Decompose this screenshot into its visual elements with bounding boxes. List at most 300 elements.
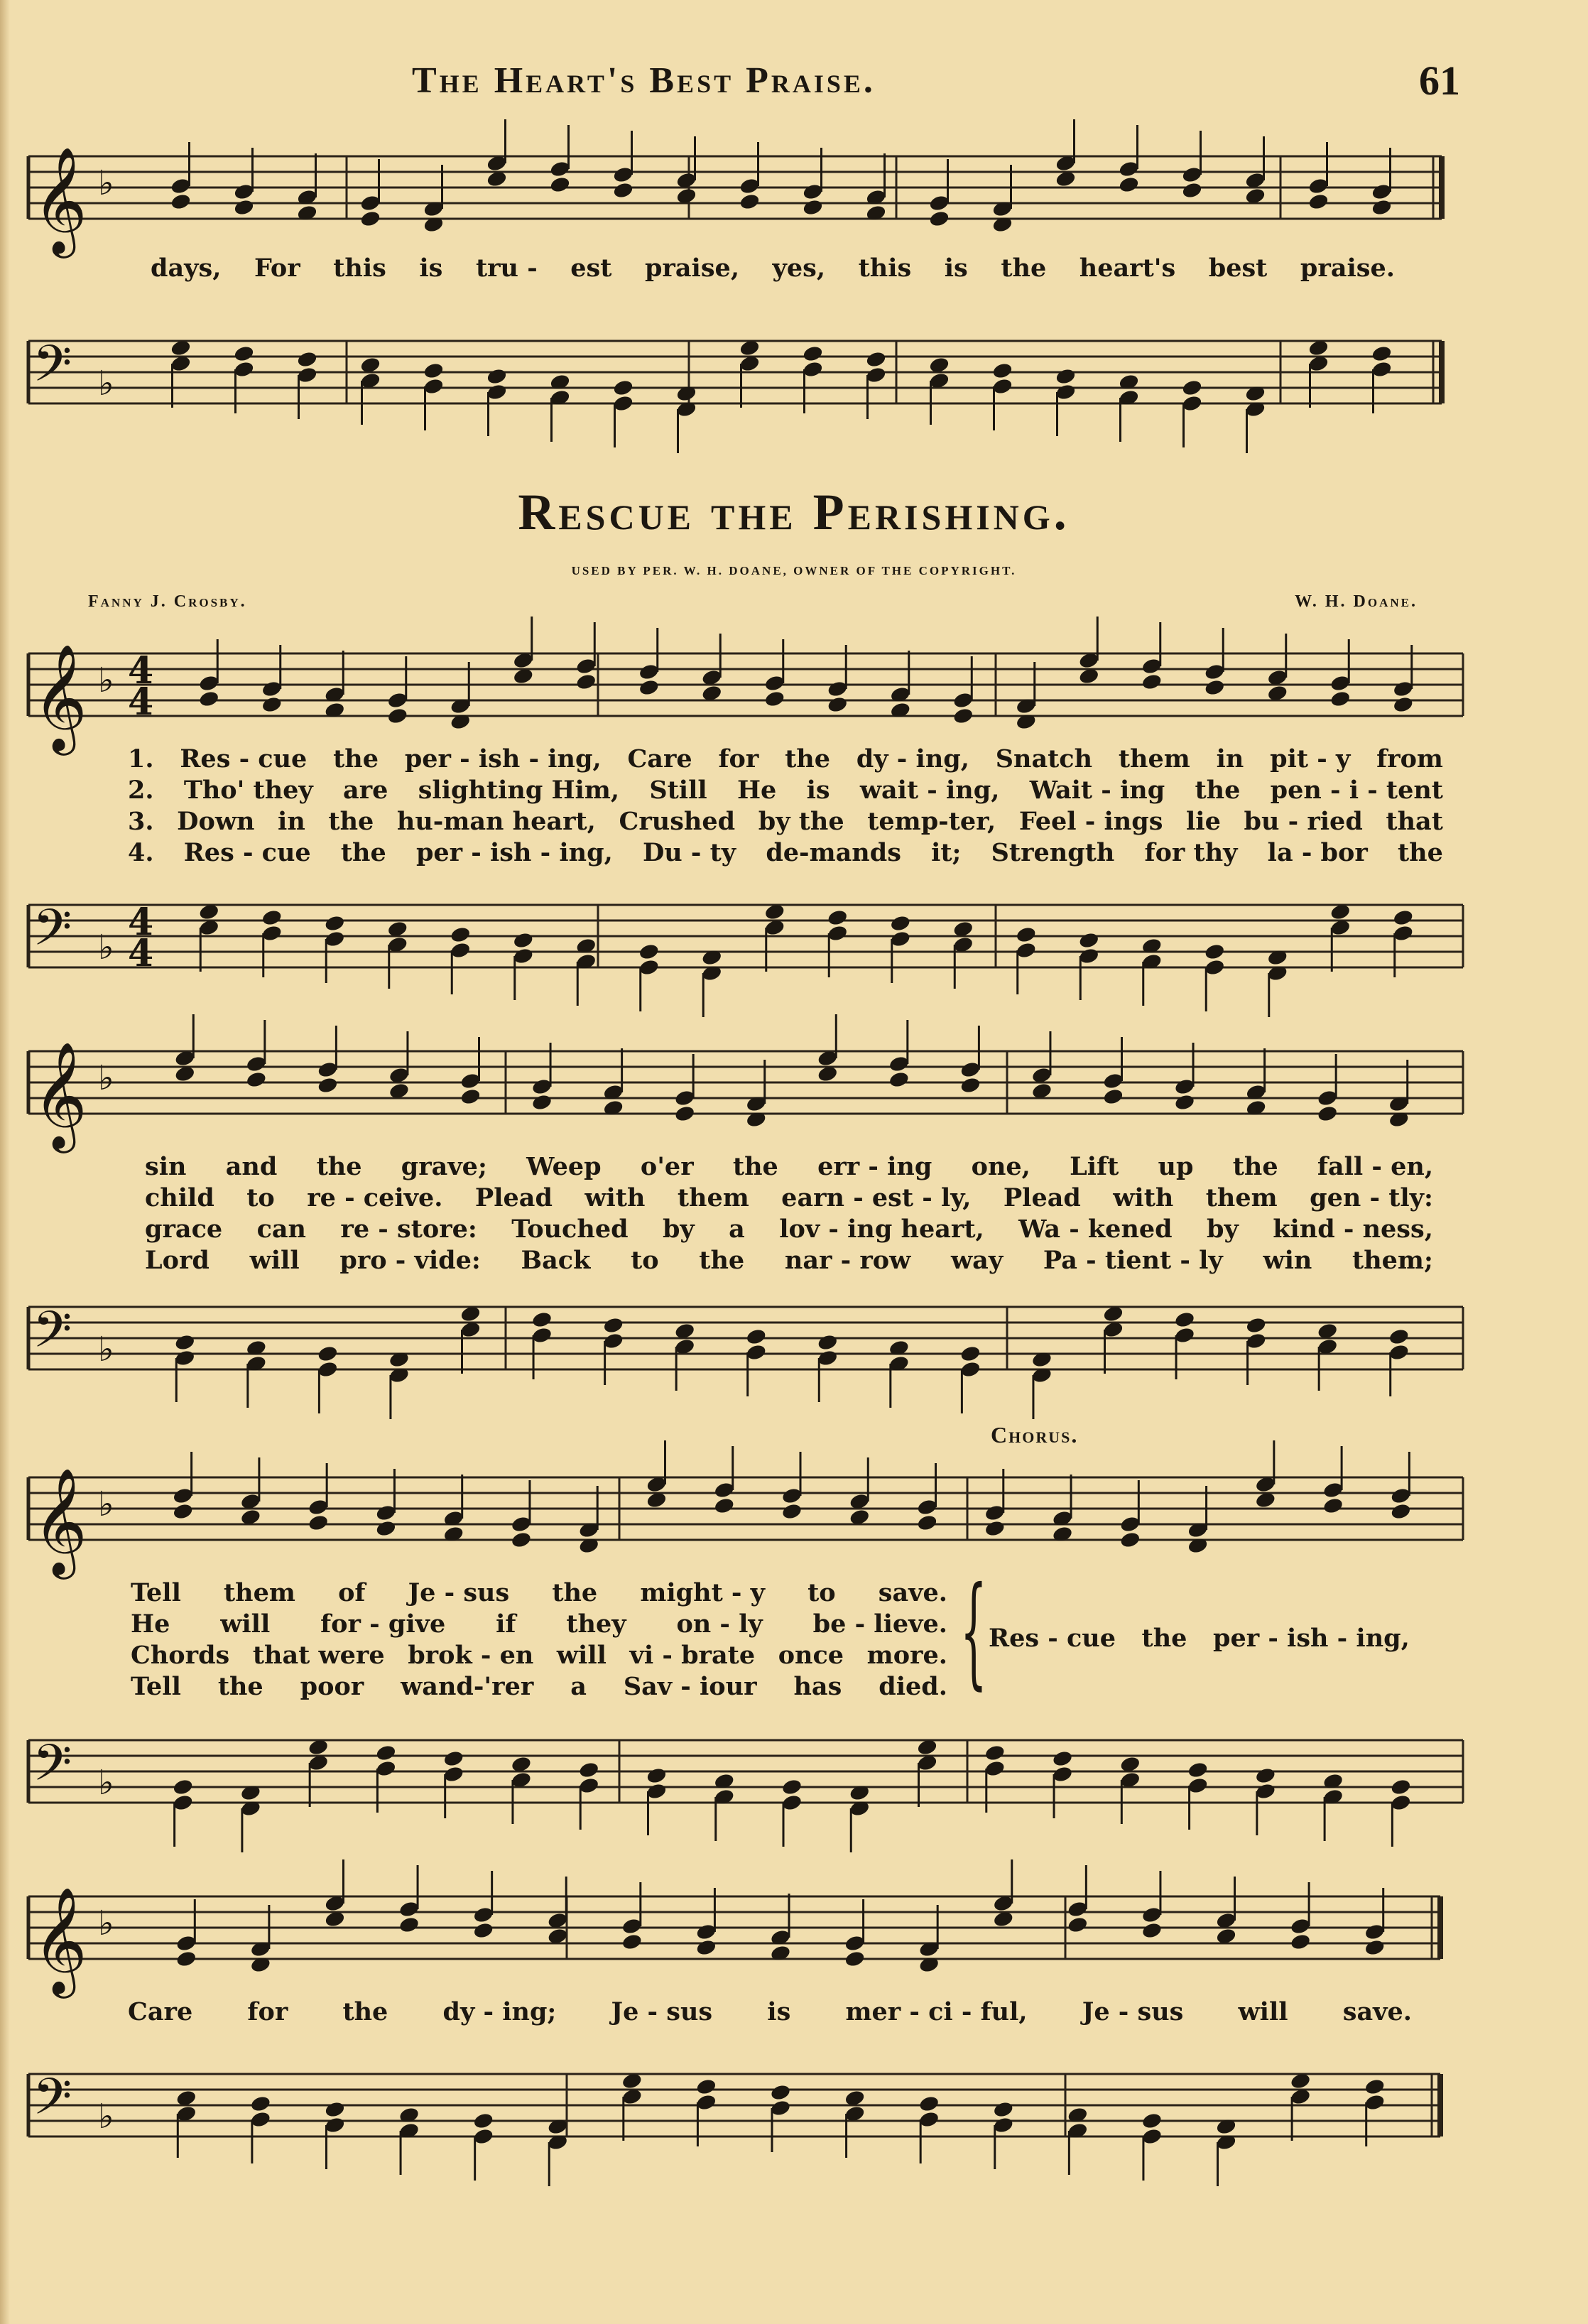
lyric-syllable: is	[806, 776, 830, 805]
lyric-syllable: the	[552, 1578, 598, 1607]
lyric-syllable: He	[736, 776, 777, 805]
system-3-treble-staff	[0, 1449, 1588, 1575]
lyric-syllable: once	[778, 1641, 844, 1670]
lyric-syllable: mer - ci - ful,	[845, 1997, 1028, 2026]
note-chord	[959, 1345, 981, 1413]
lyric-syllable: dy - ing;	[442, 1997, 557, 2026]
page-header	[0, 60, 1588, 109]
treble-clef-icon: 𝄞	[33, 1886, 87, 1994]
note-chord	[1388, 1327, 1410, 1396]
lyric-syllable: the	[1397, 838, 1443, 867]
lyric-syllable: Je - sus	[408, 1578, 510, 1607]
note-chord	[1141, 1871, 1163, 1940]
note-chord	[1181, 131, 1203, 200]
note-chord	[1307, 339, 1329, 408]
note-chord	[621, 2072, 643, 2141]
system-3-verse-2	[131, 1609, 947, 1639]
note-chord	[398, 1865, 420, 1934]
lyric-syllable: bu - ried	[1244, 807, 1363, 836]
note-chord	[423, 362, 445, 430]
key-signature-flat-icon: ♭	[98, 1763, 114, 1803]
lyric-syllable: died.	[879, 1672, 947, 1701]
note-chord	[1118, 373, 1140, 442]
lyric-syllable: from	[1376, 744, 1443, 773]
lyric-syllable: Chords	[131, 1641, 230, 1670]
note-chord	[646, 1440, 668, 1509]
note-chord	[1078, 931, 1100, 1000]
time-signature-bottom: 4	[128, 932, 154, 975]
note-chord	[1215, 1877, 1237, 1945]
note-chord	[386, 656, 408, 725]
lyric-syllable: the	[699, 1246, 745, 1275]
lyric-syllable: for thy	[1144, 838, 1238, 867]
note-chord	[511, 1480, 533, 1549]
note-chord	[511, 1755, 533, 1824]
note-chord	[916, 1463, 938, 1532]
lyric-syllable: save.	[1342, 1997, 1412, 2026]
lyric-syllable: might - y	[640, 1578, 765, 1607]
note-chord	[781, 1778, 803, 1847]
lyric-syllable: Tho' they	[183, 776, 313, 805]
lyric-syllable: grave;	[401, 1152, 487, 1181]
lyric-syllable: this	[333, 254, 386, 283]
lyric-syllable: wait - ing,	[859, 776, 1000, 805]
lyric-syllable: will	[556, 1641, 607, 1670]
note-chord	[240, 1783, 262, 1852]
lyric-syllable: more.	[866, 1641, 947, 1670]
note-chord	[1067, 1865, 1089, 1934]
note-chord	[1390, 1778, 1412, 1847]
verse-number: 1.	[128, 744, 154, 773]
note-chord	[174, 1333, 196, 1402]
verse-number: 2.	[128, 776, 154, 805]
lyric-syllable: Down	[177, 807, 255, 836]
running-title: The Heart's Best Praise.	[412, 60, 876, 101]
lyric-syllable: Wa - kened	[1018, 1215, 1173, 1244]
note-chord	[388, 1350, 410, 1419]
note-chord	[1322, 1446, 1344, 1515]
lyric-syllable: the	[785, 744, 831, 773]
note-chord	[1031, 1031, 1053, 1100]
verse-number: 4.	[128, 838, 154, 867]
note-chord	[1392, 645, 1414, 714]
lyric-syllable: for	[718, 744, 759, 773]
hymn-title: Rescue the Perishing.	[518, 484, 1070, 541]
lyric-syllable: Still	[649, 776, 707, 805]
lyric-syllable: Du - ty	[642, 838, 736, 867]
lyric-syllable: the	[333, 744, 379, 773]
lyric-syllable: lov - ing heart,	[779, 1215, 984, 1244]
note-chord	[817, 1014, 839, 1083]
note-chord	[1067, 2106, 1089, 2175]
note-chord	[1266, 634, 1288, 702]
fragment-bass-staff	[0, 313, 1588, 426]
note-chord	[450, 925, 472, 994]
bass-clef-icon: 𝄢	[33, 2068, 72, 2139]
note-chord	[674, 1322, 696, 1391]
lyric-syllable: for	[247, 1997, 288, 2026]
note-chord	[916, 1738, 938, 1807]
lyric-syllable: nar - row	[784, 1246, 911, 1275]
note-chord	[1102, 1305, 1124, 1374]
note-chord	[889, 914, 911, 983]
note-chord	[1364, 1888, 1386, 1957]
note-chord	[512, 931, 534, 1000]
lyric-syllable: Back	[521, 1246, 591, 1275]
note-chord	[1371, 148, 1393, 217]
note-chord	[359, 159, 381, 228]
lyric-syllable: them	[1205, 1183, 1278, 1212]
lyric-syllable: pit - y	[1270, 744, 1351, 773]
lyric-syllable: Touched	[511, 1215, 629, 1244]
lyric-syllable: dy - ing,	[856, 744, 969, 773]
lyric-syllable: kind - ness,	[1273, 1215, 1433, 1244]
lyric-syllable: that were	[252, 1641, 385, 1670]
lyric-syllable: err - ing	[817, 1152, 932, 1181]
lyric-syllable: one,	[971, 1152, 1030, 1181]
note-chord	[1141, 2112, 1163, 2181]
note-chord	[1317, 1054, 1339, 1123]
lyric-syllable: the	[1195, 776, 1241, 805]
lyric-syllable: the	[328, 807, 374, 836]
lyric-syllable: up	[1158, 1152, 1194, 1181]
note-chord	[1244, 136, 1266, 205]
key-signature-flat-icon: ♭	[98, 1904, 114, 1943]
note-chord	[888, 1339, 910, 1408]
system-2-verse-3	[145, 1215, 1433, 1244]
note-chord	[172, 1452, 194, 1521]
lyric-syllable: fall - en,	[1317, 1152, 1433, 1181]
note-chord	[512, 617, 534, 685]
note-chord	[423, 165, 445, 234]
key-signature-flat-icon: ♭	[98, 1330, 114, 1369]
note-chord	[675, 136, 697, 205]
note-chord	[398, 2106, 420, 2175]
note-chord	[991, 165, 1013, 234]
lyric-syllable: pen - i - tent	[1270, 776, 1443, 805]
time-signature-bottom: 4	[128, 680, 154, 724]
lyric-syllable: to	[807, 1578, 836, 1607]
note-chord	[991, 362, 1013, 430]
lyric-syllable: Je - sus	[611, 1997, 713, 2026]
system-2-verse-4	[145, 1246, 1433, 1275]
lyric-syllable: lie	[1186, 807, 1221, 836]
lyric-syllable: is	[767, 1997, 791, 2026]
note-chord	[198, 903, 220, 972]
note-chord	[675, 384, 697, 453]
key-signature-flat-icon: ♭	[98, 928, 114, 967]
lyric-syllable: Tell	[131, 1578, 181, 1607]
lyric-syllable: them	[677, 1183, 749, 1212]
note-chord	[739, 339, 761, 408]
note-chord	[763, 639, 785, 708]
system-1-verse-2	[128, 776, 1443, 805]
page-number: 61	[1419, 58, 1460, 104]
lyric-syllable: Strength	[991, 838, 1115, 867]
note-chord	[745, 1327, 767, 1396]
note-chord	[296, 350, 318, 419]
lyric-syllable: them	[224, 1578, 295, 1607]
lyric-syllable: de-mands	[766, 838, 901, 867]
system-2-bass-staff	[0, 1278, 1588, 1392]
note-chord	[472, 2112, 494, 2181]
note-chord	[1215, 2117, 1237, 2186]
note-chord	[1244, 384, 1266, 453]
note-chord	[308, 1738, 330, 1807]
lyric-syllable: wand-'rer	[401, 1672, 534, 1701]
note-chord	[459, 1037, 482, 1106]
note-chord	[549, 125, 571, 194]
lyric-syllable: earn - est - ly,	[781, 1183, 972, 1212]
note-chord	[701, 634, 723, 702]
lyric-syllable: in	[278, 807, 305, 836]
treble-clef-icon: 𝄞	[33, 146, 87, 254]
note-chord	[695, 1888, 717, 1957]
system-4-treble-staff	[0, 1868, 1588, 1994]
note-chord	[359, 356, 381, 425]
system-3-verse-4	[131, 1672, 947, 1701]
note-chord	[888, 1020, 910, 1089]
lyric-syllable: Pa - tient - ly	[1043, 1246, 1223, 1275]
note-chord	[233, 148, 255, 217]
lyric-syllable: be - lieve.	[812, 1609, 947, 1639]
note-chord	[1119, 1480, 1141, 1549]
lyric-syllable: Care	[627, 744, 692, 773]
lyric-syllable: tru -	[475, 254, 538, 283]
lyric-syllable: slighting Him,	[418, 776, 620, 805]
note-chord	[1031, 1350, 1053, 1419]
note-chord	[172, 1778, 194, 1847]
note-chord	[1290, 1882, 1312, 1951]
note-chord	[952, 656, 974, 725]
lyric-syllable: la - bor	[1267, 838, 1368, 867]
lyric-syllable: to	[631, 1246, 659, 1275]
lyric-syllable: in	[1216, 744, 1244, 773]
lyric-syllable: heart's	[1079, 254, 1176, 283]
note-chord	[549, 373, 571, 442]
note-chord	[575, 937, 597, 1006]
lyric-syllable: per - ish - ing,	[415, 838, 613, 867]
lyric-syllable: Res - cue	[180, 744, 308, 773]
note-chord	[952, 920, 974, 989]
system-1-verse-3	[128, 807, 1443, 836]
lyric-syllable: Feel - ings	[1018, 807, 1163, 836]
note-chord	[324, 1859, 346, 1928]
note-chord	[1255, 1440, 1277, 1509]
note-chord	[1255, 1766, 1277, 1835]
lyric-syllable: the	[342, 1997, 388, 2026]
time-signature-top: 4	[128, 901, 154, 944]
lyric-syllable: Crushed	[619, 807, 736, 836]
verse-number: 3.	[128, 807, 154, 836]
note-chord	[1322, 1772, 1344, 1841]
lyric-syllable: that	[1386, 807, 1443, 836]
lyric-syllable: by the	[758, 807, 844, 836]
note-chord	[713, 1446, 735, 1515]
verse-brace: {	[960, 1561, 987, 1702]
lyric-syllable: re - store:	[340, 1215, 477, 1244]
note-chord	[240, 1457, 262, 1526]
key-signature-flat-icon: ♭	[98, 364, 114, 403]
treble-clef-icon: 𝄞	[33, 1041, 87, 1149]
key-signature-flat-icon: ♭	[98, 661, 114, 700]
lyric-syllable: the	[732, 1152, 778, 1181]
note-chord	[324, 2100, 346, 2169]
note-chord	[1204, 943, 1226, 1011]
note-chord	[701, 948, 723, 1017]
lyric-syllable: is	[419, 254, 443, 283]
note-chord	[781, 1452, 803, 1521]
note-chord	[175, 1899, 197, 1968]
lyric-syllable: days,	[151, 254, 222, 283]
note-chord	[713, 1772, 735, 1841]
note-chord	[578, 1761, 600, 1830]
note-chord	[1118, 125, 1140, 194]
system-1-verse-1	[128, 744, 1443, 773]
note-chord	[1015, 662, 1037, 731]
lyric-syllable: will	[220, 1609, 271, 1639]
system-4-bass-staff	[0, 2046, 1588, 2159]
note-chord	[472, 1871, 494, 1940]
note-chord	[1307, 142, 1329, 211]
lyric-syllable: Care	[128, 1997, 193, 2026]
key-signature-flat-icon: ♭	[98, 2097, 114, 2136]
treble-clef-icon: 𝄞	[33, 643, 87, 751]
note-chord	[1187, 1486, 1209, 1555]
note-chord	[170, 339, 192, 408]
author-credit: Fanny J. Crosby.	[88, 592, 247, 611]
note-chord	[992, 1859, 1014, 1928]
lyric-syllable: re - ceive.	[307, 1183, 443, 1212]
lyric-syllable: yes,	[772, 254, 826, 283]
lyric-syllable: est	[570, 254, 612, 283]
note-chord	[674, 1054, 696, 1123]
note-chord	[638, 628, 660, 697]
note-chord	[575, 622, 597, 691]
lyric-syllable: the	[340, 838, 386, 867]
note-chord	[1015, 925, 1037, 994]
lyric-syllable: of	[338, 1578, 366, 1607]
note-chord	[992, 2100, 1014, 2169]
lyric-syllable: Res - cue	[183, 838, 311, 867]
lyric-syllable: child	[145, 1183, 214, 1212]
lyric-syllable: will	[249, 1246, 300, 1275]
note-chord	[388, 1031, 410, 1100]
note-chord	[1388, 1060, 1410, 1129]
lyric-syllable: way	[951, 1246, 1004, 1275]
note-chord	[170, 142, 192, 211]
lyric-syllable: He	[131, 1609, 170, 1639]
fragment-treble-staff	[0, 128, 1588, 254]
lyric-syllable: will	[1238, 1997, 1288, 2026]
bass-clef-icon: 𝄢	[33, 1301, 72, 1372]
note-chord	[612, 379, 634, 447]
note-chord	[1102, 1037, 1124, 1106]
note-chord	[1055, 119, 1077, 188]
note-chord	[638, 943, 660, 1011]
lyric-syllable: a	[729, 1215, 745, 1244]
note-chord	[817, 1333, 839, 1402]
note-chord	[486, 367, 508, 436]
lyric-syllable: the	[1001, 254, 1047, 283]
note-chord	[1290, 2072, 1312, 2141]
lyric-syllable: Lord	[145, 1246, 210, 1275]
lyric-syllable: with	[1113, 1183, 1174, 1212]
lyric-syllable: praise,	[644, 254, 739, 283]
system-4-verse-1	[128, 1997, 1412, 2026]
chorus-label: Chorus.	[991, 1422, 1079, 1448]
treble-clef-icon: 𝄞	[33, 1467, 87, 1575]
lyric-syllable: temp-ter,	[867, 807, 996, 836]
note-chord	[802, 148, 824, 217]
system-3-bass-staff	[0, 1712, 1588, 1825]
lyric-syllable: and	[225, 1152, 278, 1181]
note-chord	[770, 2083, 792, 2152]
note-chord	[918, 2095, 940, 2163]
lyric-syllable: poor	[300, 1672, 364, 1701]
note-chord	[1181, 379, 1203, 447]
note-chord	[531, 1043, 553, 1112]
lyric-syllable: by	[1207, 1215, 1239, 1244]
note-chord	[317, 1345, 339, 1413]
lyric-syllable: Snatch	[995, 744, 1093, 773]
lyric-syllable: if	[496, 1609, 516, 1639]
note-chord	[547, 1877, 569, 1945]
note-chord	[1329, 903, 1352, 972]
note-chord	[198, 639, 220, 708]
note-chord	[844, 1899, 866, 1968]
note-chord	[928, 159, 950, 228]
note-chord	[918, 1905, 940, 1974]
bass-clef-icon: 𝄢	[33, 898, 72, 970]
system-1-verse-4	[128, 838, 1443, 867]
chorus-opening-lyric: Res - cue the per - ish - ing,	[989, 1624, 1410, 1653]
note-chord	[1119, 1755, 1141, 1824]
lyric-syllable: Plead	[1003, 1183, 1081, 1212]
lyric-syllable: gen - tly:	[1310, 1183, 1433, 1212]
bass-clef-icon: 𝄢	[33, 1734, 72, 1805]
lyric-syllable: Wait - ing	[1029, 776, 1165, 805]
lyric-syllable: for - give	[320, 1609, 446, 1639]
note-chord	[250, 2095, 272, 2163]
lyric-syllable: can	[256, 1215, 306, 1244]
lyric-syllable: to	[246, 1183, 275, 1212]
key-signature-flat-icon: ♭	[98, 1058, 114, 1098]
composer-credit: W. H. Doane.	[1295, 592, 1418, 611]
note-chord	[450, 662, 472, 731]
lyric-syllable: per - ish - ing,	[404, 744, 602, 773]
lyric-syllable: brok - en	[408, 1641, 534, 1670]
system-3-verse-1	[131, 1578, 947, 1607]
note-chord	[386, 920, 408, 989]
lyric-syllable: the	[217, 1672, 263, 1701]
lyric-syllable: Plead	[474, 1183, 553, 1212]
note-chord	[324, 914, 346, 983]
system-1-bass-staff	[0, 876, 1588, 990]
note-chord	[459, 1305, 482, 1374]
copyright-credit: USED BY PER. W. H. DOANE, OWNER OF THE COPYRIGHT.	[571, 564, 1017, 577]
note-chord	[865, 350, 887, 419]
lyric-syllable: is	[944, 254, 968, 283]
note-chord	[1245, 1316, 1267, 1385]
key-signature-flat-icon: ♭	[98, 1484, 114, 1524]
note-chord	[1174, 1043, 1196, 1112]
note-chord	[1390, 1452, 1412, 1521]
note-chord	[739, 142, 761, 211]
lyric-syllable: win	[1263, 1246, 1312, 1275]
lyric-syllable: Sav - iour	[623, 1672, 757, 1701]
lyric-syllable: are	[343, 776, 388, 805]
